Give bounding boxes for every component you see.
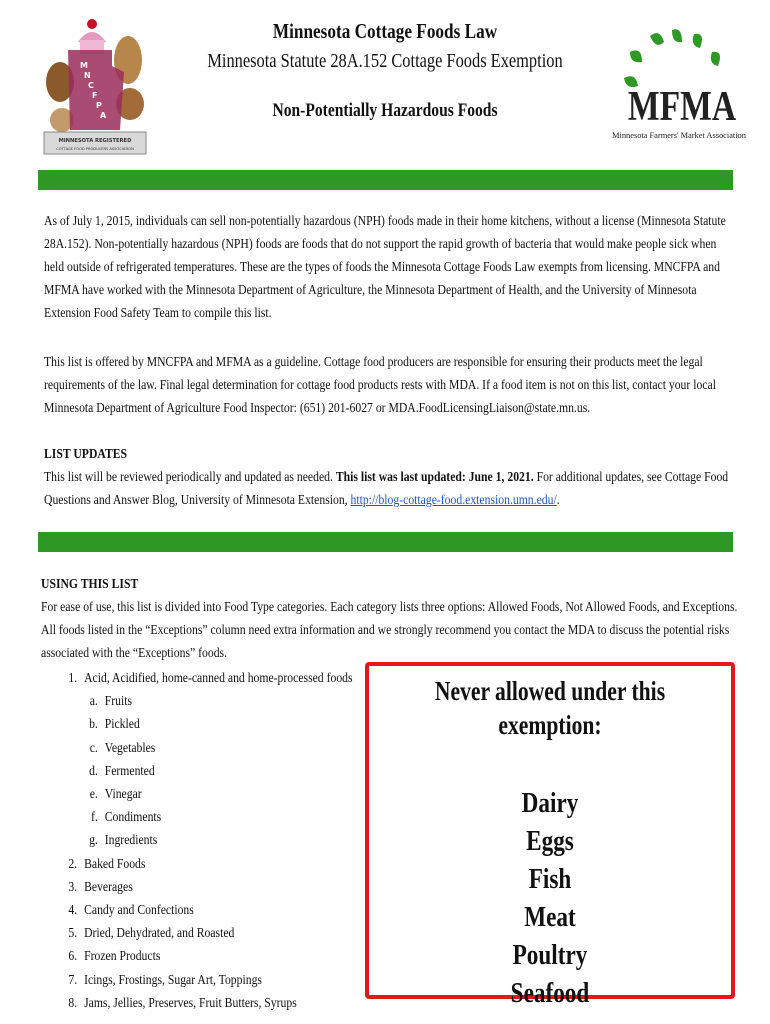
never-allowed-box <box>365 662 735 1009</box>
list-item: 6. Frozen Products <box>68 948 161 964</box>
list-item: 7. Icings, Frostings, Sugar Art, Toppings <box>68 971 262 987</box>
list-item: f. Condiments <box>91 809 162 825</box>
sub-list <box>84 689 352 851</box>
logo-banner-line1: MINNESOTA REGISTERED <box>58 138 132 144</box>
list-item: 3. Beverages <box>68 878 133 894</box>
list-item: 1. Acid, Acidified, home-canned and home-processed foods <box>68 670 353 685</box>
intro-paragraph-1: As of July 1, 2015, individuals can sell non-potentially hazardous (NPH) foods made in their home kitchens, without a license (Minnesota Statute 28A.152). Non-potentially hazardous (NPH) foods are foods that do not support the rapid growth of bacteria that would make people sick when held outside of refrigerated temperatures. These are the types of foods the Minnesota Cottage Foods Law exempts from licensing. MNCFPA and MFMA have worked with the Minnesota Department of Agriculture, the Minnesota Department of Health, and the University of Minnesota Extension Food Safety Team to compile this list. <box>44 213 726 320</box>
category-list <box>60 666 353 1014</box>
intro-paragraph-2: This list is offered by MNCFPA and MFMA as a guideline. Cottage food producers are responsible for ensuring their products meet the legal requirements of the law. Final legal determination for cottage food products rests with MDA. If a food item is not on this list, contact your local Minnesota Department of Agriculture Food Inspector: (651) 201-6027 or MDA.FoodLicensingLiaison@state.mn.us. <box>44 354 716 415</box>
list-item: c. Vegetables <box>89 739 156 755</box>
list-updates-heading: LIST UPDATES <box>44 446 128 461</box>
never-allowed-title: Never allowed under this exemption: <box>434 676 666 740</box>
list-updates-text: This list will be reviewed periodically and updated as needed. This list was last updated: June 1, 2021. For additional updates, see Cottage Food Questions and Answer Blog, University of Minnesota Extension, http://blog-cottage-food.extension.umn.edu/. <box>44 469 729 507</box>
list-updates-section <box>44 442 732 511</box>
list-item: 8. Jams, Jellies, Preserves, Fruit Butters, Syrups <box>68 994 297 1010</box>
list-item: d. Fermented <box>89 762 155 778</box>
logo-letter: P <box>96 101 102 110</box>
blog-link[interactable]: http://blog-cottage-food.extension.umn.edu/ <box>350 492 557 507</box>
logo-letter: A <box>100 111 107 120</box>
title-block <box>160 18 610 123</box>
never-allowed-item: Seafood <box>510 977 590 1009</box>
never-allowed-item: Fish <box>528 863 572 895</box>
list-item: 5. Dried, Dehydrated, and Roasted <box>68 925 235 941</box>
list-item: 2. Baked Foods <box>68 855 146 871</box>
mfma-logo <box>612 28 746 143</box>
logo-letter: M <box>80 61 88 70</box>
never-allowed-item: Meat <box>524 901 576 933</box>
logo-letter: N <box>84 71 91 80</box>
logo-banner-line2: COTTAGE FOOD PRODUCERS ASSOCIATION <box>56 147 134 151</box>
leaf-icon <box>624 29 720 87</box>
never-allowed-list <box>369 784 731 1012</box>
using-list-heading: USING THIS LIST <box>41 576 139 591</box>
list-item: g. Ingredients <box>89 832 158 848</box>
page-subtitle: Minnesota Statute 28A.152 Cottage Foods Exemption <box>207 50 563 72</box>
mfma-caption: Minnesota Farmers' Market Association <box>612 131 746 140</box>
list-item: b. Pickled <box>89 716 140 732</box>
logo-letter: C <box>88 81 94 90</box>
list-item: e. Vinegar <box>89 786 142 802</box>
never-allowed-item: Poultry <box>512 939 588 971</box>
mfma-wordmark: MFMA <box>627 83 737 130</box>
using-list-text: For ease of use, this list is divided into Food Type categories. Each category lists three options: Allowed Foods, Not Allowed Foods, and Exceptions. All foods listed in the “Exceptions” column need extra information and we strongly recommend you contact the MDA to discuss the potential risks associated with the “Exceptions” foods. <box>41 599 738 660</box>
list-item: a. Fruits <box>89 693 133 709</box>
list-item: 4. Candy and Confections <box>68 902 194 918</box>
green-divider <box>38 170 733 190</box>
page-title: Minnesota Cottage Foods Law <box>272 19 498 43</box>
green-divider <box>38 532 733 552</box>
mncfpa-logo <box>40 12 150 157</box>
using-list-section <box>41 572 738 664</box>
section-title: Non-Potentially Hazardous Foods <box>272 100 498 121</box>
never-allowed-item: Dairy <box>521 787 579 819</box>
logo-letter: F <box>92 91 98 100</box>
never-allowed-item: Eggs <box>526 825 574 857</box>
